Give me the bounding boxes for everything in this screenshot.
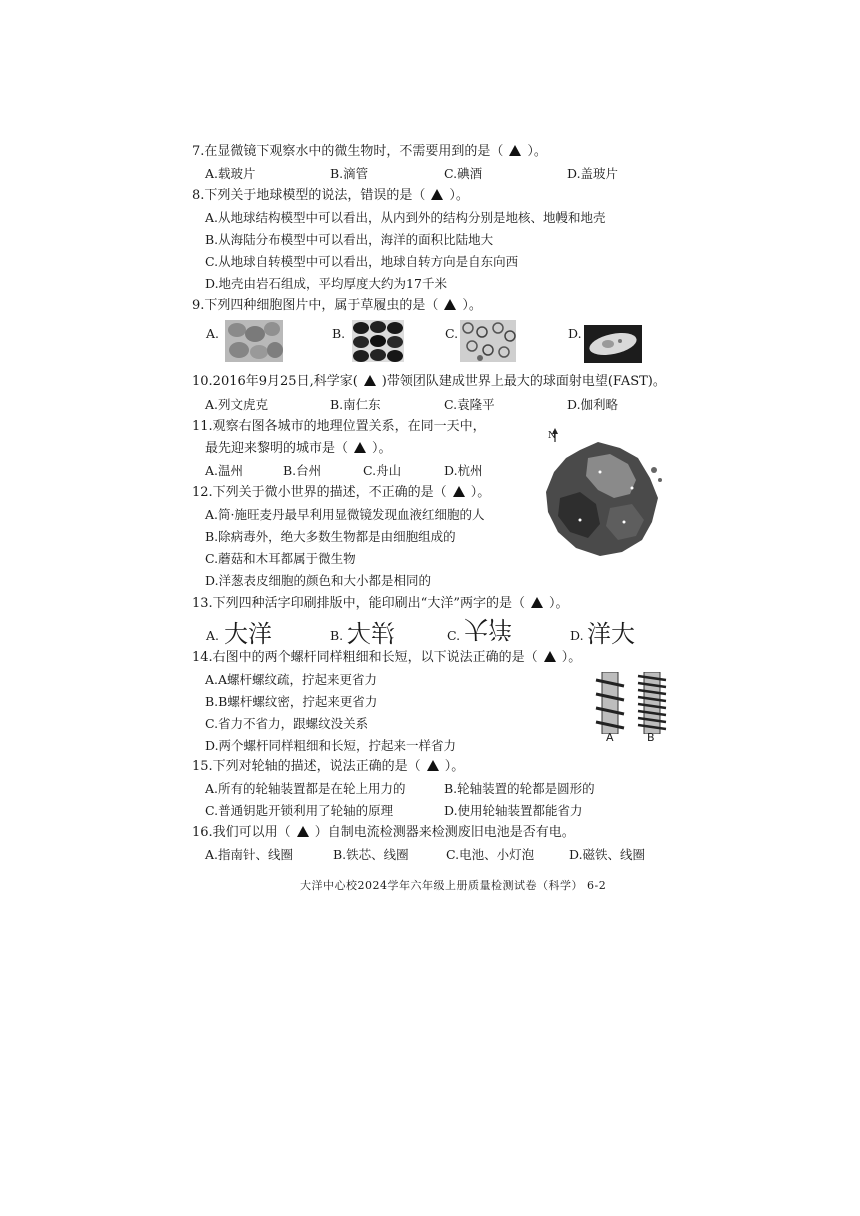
q16-option-c: C.电池、小灯泡	[446, 847, 535, 862]
question-7-stem: 7.在显微镜下观察水中的微生物时，不需要用到的是（ ）。	[192, 144, 547, 159]
question-8-stem: 8.下列关于地球模型的说法，错误的是（ ）。	[192, 188, 469, 203]
answer-blank-triangle-icon	[297, 826, 309, 837]
q16-option-d: D.磁铁、线圈	[569, 847, 646, 862]
answer-blank-triangle-icon	[544, 651, 556, 662]
q7-option-c: C.碘酒	[444, 166, 483, 181]
answer-blank-triangle-icon	[453, 486, 465, 497]
answer-blank-triangle-icon	[354, 442, 366, 453]
map-north-label: N	[548, 431, 556, 441]
question-14-stem: 14.右图中的两个螺杆同样粗细和长短，以下说法正确的是（ ）。	[192, 650, 582, 665]
q13-option-d: D.	[570, 628, 584, 643]
question-11-stem: 11.观察右图各城市的地理位置关系，在同一天中，	[192, 419, 486, 434]
q9-option-b: B.	[332, 326, 346, 341]
type-block-d: 洋大	[587, 620, 635, 648]
q11-option-c: C.舟山	[363, 463, 402, 478]
q15-option-c: C.普通钥匙开锁利用了轮轴的原理	[205, 803, 394, 818]
cell-image-a	[225, 320, 283, 362]
type-block-b: 洋大	[347, 620, 395, 648]
q9-option-c: C.	[445, 326, 459, 341]
screw-b-image	[636, 672, 668, 734]
q8-option-b: B.从海陆分布模型中可以看出，海洋的面积比陆地大	[205, 232, 494, 247]
q7-option-d: D.盖玻片	[567, 166, 619, 181]
q8-option-c: C.从地球自转模型中可以看出，地球自转方向是自东向西	[205, 254, 519, 269]
page-footer: 大洋中心校2024学年六年级上册质量检测试卷（科学） 6-2	[300, 879, 607, 892]
q7-option-a: A.载玻片	[205, 166, 256, 181]
q10-option-c: C.袁隆平	[444, 397, 495, 412]
q12-option-b: B.除病毒外，绝大多数生物都是由细胞组成的	[205, 529, 456, 544]
q16-option-a: A.指南针、线圈	[205, 847, 294, 862]
question-16-stem: 16.我们可以用（ ）自制电流检测器来检测废旧电池是否有电。	[192, 825, 575, 840]
q11-option-d: D.杭州	[444, 463, 483, 478]
screw-a-image	[594, 672, 626, 734]
screw-a-label: A	[606, 731, 614, 744]
question-12-stem: 12.下列关于微小世界的描述，不正确的是（ ）。	[192, 485, 491, 500]
q9-option-d: D.	[568, 326, 582, 341]
question-10-stem: 10.2016年9月25日,科学家( )带领团队建成世界上最大的球面射电望(FAST)。	[192, 374, 666, 389]
answer-blank-triangle-icon	[427, 760, 439, 771]
q10-option-d: D.伽利略	[567, 397, 619, 412]
answer-blank-triangle-icon	[531, 597, 543, 608]
question-15-stem: 15.下列对轮轴的描述，说法正确的是（ ）。	[192, 759, 465, 774]
type-block-a: 大洋	[224, 620, 272, 648]
cell-image-c	[460, 320, 516, 362]
q13-option-c: C.	[447, 628, 461, 643]
q11-option-b: B.台州	[283, 463, 322, 478]
question-11-stem-line2: 最先迎来黎明的城市是（ ）。	[205, 441, 392, 456]
type-block-c: 大洋	[464, 615, 512, 643]
q14-option-b: B.B螺杆螺纹密，拧起来更省力	[205, 694, 378, 709]
q15-option-a: A.所有的轮轴装置都是在轮上用力的	[205, 781, 406, 796]
answer-blank-triangle-icon	[431, 189, 443, 200]
q7-option-b: B.滴管	[330, 166, 369, 181]
q8-option-d: D.地壳由岩石组成，平均厚度大约为17千米	[205, 276, 447, 291]
q16-option-b: B.铁芯、线圈	[333, 847, 409, 862]
q14-option-d: D.两个螺杆同样粗细和长短，拧起来一样省力	[205, 738, 457, 753]
question-13-stem: 13.下列四种活字印刷排版中，能印刷出“大洋”两字的是（ ）。	[192, 596, 569, 611]
cell-image-b	[352, 320, 404, 362]
q10-option-a: A.列文虎克	[205, 397, 269, 412]
screw-b-label: B	[647, 731, 655, 744]
answer-blank-triangle-icon	[364, 375, 376, 386]
q15-option-b: B.轮轴装置的轮都是圆形的	[444, 781, 595, 796]
q12-option-a: A.简·施旺麦丹最早利用显微镜发现血液红细胞的人	[205, 507, 485, 522]
q13-option-b: B.	[330, 628, 344, 643]
q14-option-a: A.A螺杆螺纹疏，拧起来更省力	[205, 672, 378, 687]
q14-option-c: C.省力不省力，跟螺纹没关系	[205, 716, 369, 731]
q15-option-d: D.使用轮轴装置都能省力	[444, 803, 583, 818]
answer-blank-triangle-icon	[509, 145, 521, 156]
q13-option-a: A.	[206, 628, 220, 643]
q12-option-c: C.蘑菇和木耳都属于微生物	[205, 551, 356, 566]
zhejiang-map-image	[540, 428, 666, 560]
answer-blank-triangle-icon	[444, 299, 456, 310]
q9-option-a: A.	[206, 326, 220, 341]
q8-option-a: A.从地球结构模型中可以看出，从内到外的结构分别是地核、地幔和地壳	[205, 210, 606, 225]
question-9-stem: 9.下列四种细胞图片中，属于草履虫的是（ ）。	[192, 298, 482, 313]
q10-option-b: B.南仁东	[330, 397, 381, 412]
cell-image-d	[584, 325, 642, 363]
q12-option-d: D.洋葱表皮细胞的颜色和大小都是相同的	[205, 573, 432, 588]
q11-option-a: A.温州	[205, 463, 244, 478]
